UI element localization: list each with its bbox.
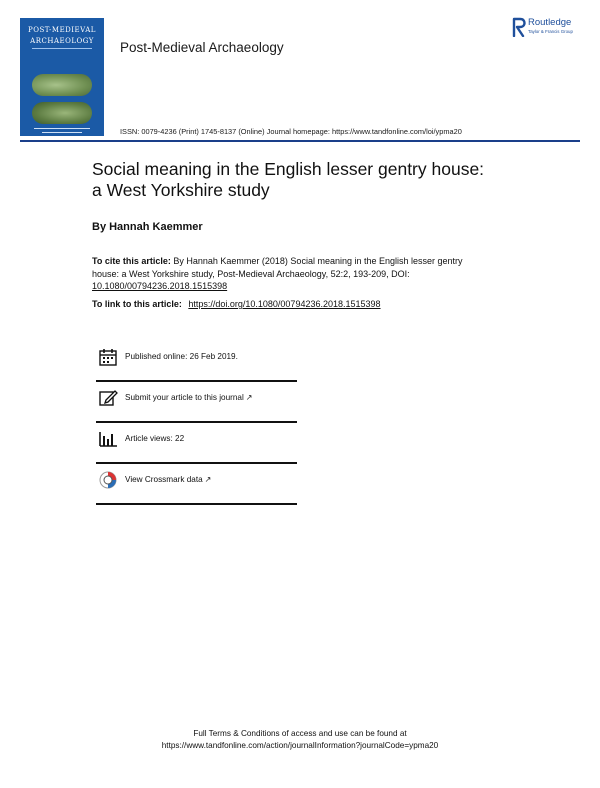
- crossmark-text: View Crossmark data: [125, 475, 203, 484]
- citation-block: [92, 255, 472, 293]
- cover-title-line1: POST-MEDIEVAL: [28, 26, 96, 34]
- article-views-row: [96, 430, 297, 452]
- publisher-name: Routledge: [528, 17, 572, 28]
- submit-article-link[interactable]: [125, 393, 252, 402]
- edit-icon: [98, 389, 118, 407]
- info-divider: [96, 380, 297, 382]
- submit-article-text: Submit your article to this journal: [125, 393, 244, 402]
- published-online-text: Published online: 26 Feb 2019.: [125, 352, 238, 361]
- article-link-line: [92, 299, 381, 309]
- routledge-r-icon: [512, 17, 526, 37]
- journal-homepage-link[interactable]: https://www.tandfonline.com/loi/ypma20: [332, 127, 462, 136]
- cover-title-line2: ARCHAEOLOGY: [30, 37, 94, 45]
- external-link-icon: ↗: [204, 475, 212, 484]
- article-title: [92, 159, 552, 201]
- cover-rule: [32, 48, 92, 49]
- cover-text-line: [42, 132, 82, 133]
- cover-artifact-image: [32, 102, 92, 124]
- journal-name[interactable]: Post-Medieval Archaeology: [120, 40, 284, 55]
- issn-line: [120, 127, 462, 136]
- publisher-logo: [510, 16, 590, 40]
- cover-artifact-image: [32, 74, 92, 96]
- terms-link[interactable]: https://www.tandfonline.com/action/journalInformation?journalCode=ypma20: [161, 740, 439, 750]
- info-divider: [96, 421, 297, 423]
- info-divider: [96, 462, 297, 464]
- article-link-label: To link to this article:: [92, 299, 182, 309]
- info-divider: [96, 503, 297, 505]
- issn-text: ISSN: 0079-4236 (Print) 1745-8137 (Online) Journal homepage:: [120, 127, 330, 136]
- citation-text: By Hannah Kaemmer (2018) Social meaning in the English lesser gentry house: a West Yorkshire study, Post-Medieval Archaeology, 52:2, 193-209, DOI:: [92, 256, 463, 279]
- journal-cover-image: [20, 18, 104, 136]
- article-title-line: Social meaning in the English lesser gentry house:: [92, 159, 485, 179]
- bar-chart-icon: [98, 430, 118, 448]
- terms-footer: [0, 728, 600, 751]
- crossmark-row[interactable]: [96, 471, 297, 493]
- citation-doi-link[interactable]: 10.1080/00794236.2018.1515398: [92, 281, 228, 292]
- crossmark-link[interactable]: [125, 475, 211, 484]
- crossmark-icon: [98, 471, 118, 489]
- cover-text-line: [34, 128, 90, 129]
- external-link-icon: ↗: [245, 393, 253, 402]
- article-title-line: a West Yorkshire study: [92, 180, 270, 200]
- calendar-icon: [98, 348, 118, 366]
- submit-article-row[interactable]: [96, 389, 297, 411]
- publisher-group: Taylor & Francis Group: [528, 29, 573, 34]
- terms-text: Full Terms & Conditions of access and use can be found at: [193, 729, 407, 738]
- article-views-text: Article views: 22: [125, 434, 185, 443]
- header-divider: [20, 140, 580, 142]
- article-doi-link[interactable]: https://doi.org/10.1080/00794236.2018.1515398: [188, 299, 381, 309]
- citation-label: To cite this article:: [92, 256, 171, 266]
- author-byline: By Hannah Kaemmer: [92, 221, 203, 233]
- published-online-row: [96, 348, 297, 370]
